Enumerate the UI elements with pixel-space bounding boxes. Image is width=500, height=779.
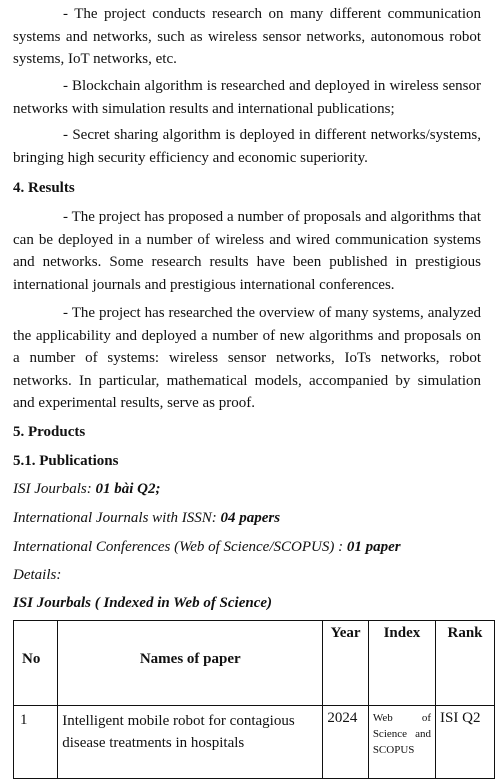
table-header-row xyxy=(14,621,495,706)
table-title: ISI Jourbals ( Indexed in Web of Science) xyxy=(13,595,273,611)
table-row xyxy=(14,706,495,779)
header-year: Year xyxy=(323,621,369,706)
cell-index: Web of Science and SCOPUS xyxy=(368,706,435,779)
results-paragraph-2: - The project has researched the overview of many systems, analyzed the applicability and deployed a number of new algorithms and proposals on a number of systems: wireless sensor networks, IoTs networks, robot networks. In particular, mathematical models, accompanied by simulation and experimental results, serve as proof. xyxy=(13,305,481,411)
publications-table xyxy=(13,620,495,779)
results-paragraph-1: - The project has proposed a number of proposals and algorithms that can be deployed in a number of wireless and wired communication systems and networks. Some research results have been published in prestigious international journals and prestigious international conferences. xyxy=(13,209,481,293)
bullet-paragraph-3: - Secret sharing algorithm is deployed in different networks/systems, bringing high security efficiency and economic superiority. xyxy=(13,127,481,166)
cell-paper-name: Intelligent mobile robot for contagious disease treatments in hospitals xyxy=(58,706,323,779)
section-heading-products: 5. Products xyxy=(13,424,86,440)
intl-conferences-line: International Conferences (Web of Science/SCOPUS) : 01 paper xyxy=(13,539,401,555)
section-heading-publications: 5.1. Publications xyxy=(13,453,119,469)
bullet-paragraph-1: - The project conducts research on many different communication systems and networks, such as wireless sensor networks, autonomous robot systems, IoT networks, etc. xyxy=(13,6,481,67)
bullet-paragraph-2: - Blockchain algorithm is researched and deployed in wireless sensor networks with simulation results and international publications; xyxy=(13,78,481,117)
header-no: No xyxy=(14,621,58,706)
section-heading-results: 4. Results xyxy=(13,180,75,196)
details-label: Details: xyxy=(13,567,62,583)
isi-journals-line: ISI Jourbals: 01 bài Q2; xyxy=(13,481,161,497)
intl-journals-line: International Journals with ISSN: 04 papers xyxy=(13,510,281,526)
cell-no: 1 xyxy=(14,706,58,779)
header-name: Names of paper xyxy=(58,621,323,706)
cell-rank: ISI Q2 xyxy=(436,706,495,779)
header-index: Index xyxy=(368,621,435,706)
header-rank: Rank xyxy=(436,621,495,706)
cell-year: 2024 xyxy=(323,706,369,779)
